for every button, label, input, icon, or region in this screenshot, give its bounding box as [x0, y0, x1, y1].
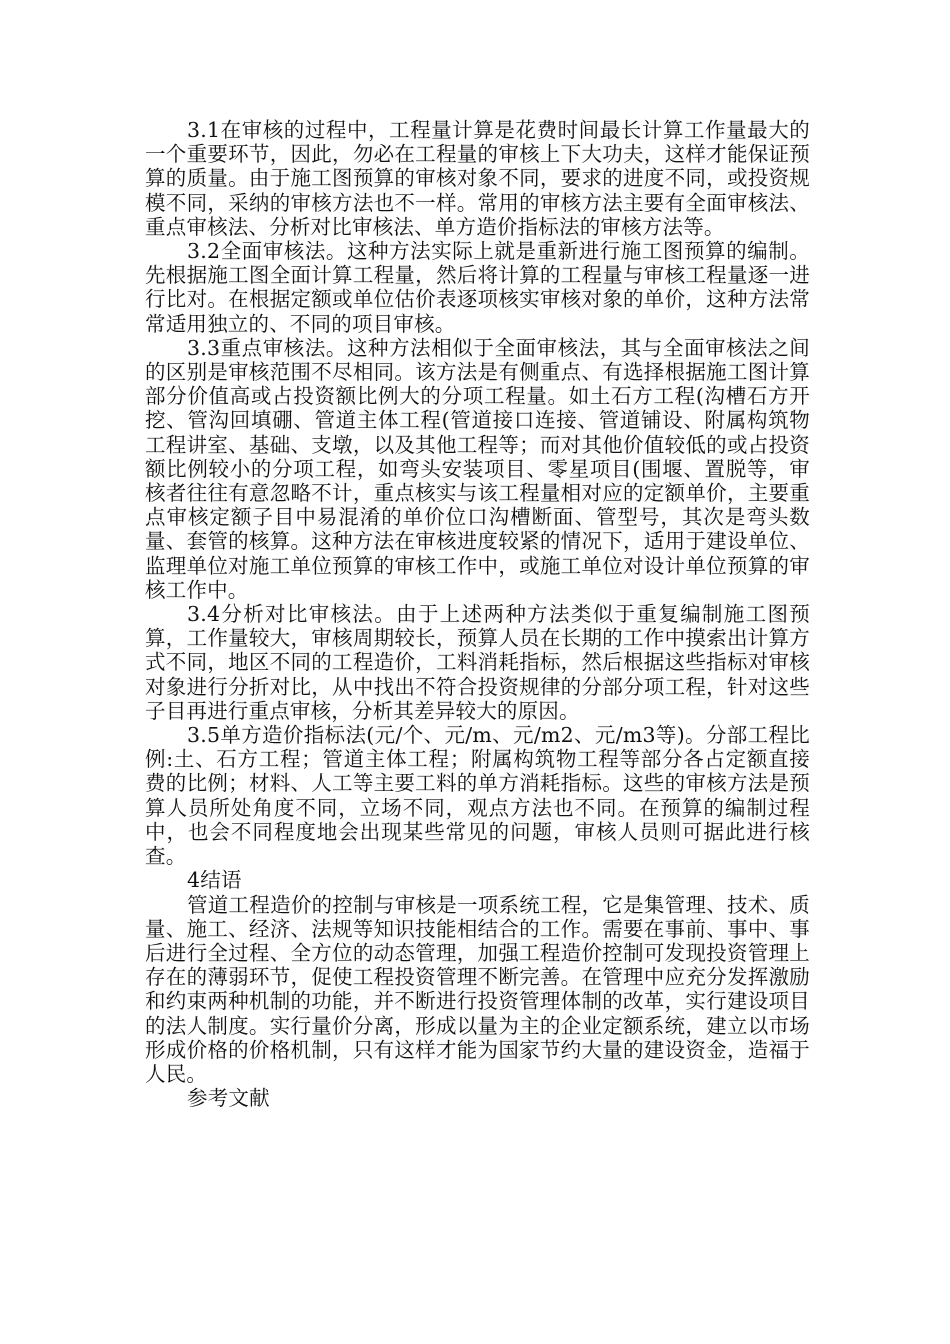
paragraph-3-3: 3.3重点审核法。这种方法相似于全面审核法，其与全面审核法之间的区别是审核范围不尽相同。该方法是有侧重点、有选择根据施工图计算部分价值高或占投资额比例大的分项工程量。如土石方工程(沟槽石方开挖、管沟回填硼、管道主体工程(管道接口连接、管道铺设、附属构筑物工程讲室、基础、支墩，以及其他工程等；而对其他价值较低的或占投资额比例较小的分项工程，如弯头安装项目、零星项目(围堰、置脱等，审核者往往有意忽略不计，重点核实与该工程量相对应的定额单价，主要重点审核定额子目中易混淆的单价位口沟槽断面、管型号，其次是弯头数量、套管的核算。这种方法在审核进度较紧的情况下，适用于建设单位、监理单位对施工单位预算的审核工作中，或施工单位对设计单位预算的审核工作中。 — [145, 335, 810, 602]
document-body — [145, 118, 810, 1110]
paragraph-3-4: 3.4分析对比审核法。由于上述两种方法类似于重复编制施工图预算，工作量较大，审核周期较长，预算人员在长期的工作中摸索出计算方式不同，地区不同的工程造价，工料消耗指标，然后根据这些指标对审核对象进行分折对比，从中找出不符合投资规律的分部分项工程，针对这些子目再进行重点审核，分析其差异较大的原因。 — [145, 602, 810, 723]
paragraph-3-2: 3.2全面审核法。这种方法实际上就是重新进行施工图预算的编制。先根据施工图全面计算工程量，然后将计算的工程量与审核工程量逐一进行比对。在根据定额或单位估价表逐项核实审核对象的单价，这种方法常常适用独立的、不同的项目审核。 — [145, 239, 810, 336]
section-heading-references: 参考文献 — [187, 1086, 270, 1111]
paragraph-3-1: 3.1在审核的过程中，工程量计算是花费时间最长计算工作量最大的一个重要环节，因此，勿必在工程量的审核上下大功夫，这样才能保证预算的质量。由于施工图预算的审核对象不同，要求的进度不同，或投资规模不同，采纳的审核方法也不一样。常用的审核方法主要有全面审核法、重点审核法、分析对比审核法、单方造价指标法的审核方法等。 — [145, 118, 810, 239]
paragraph-conclusion: 管道工程造价的控制与审核是一项系统工程，它是集管理、技术、质量、施工、经济、法规等知识技能相结合的工作。需要在事前、事中、事后进行全过程、全方位的动态管理，加强工程造价控制可发现投资管理上存在的薄弱环节，促使工程投资管理不断完善。在管理中应充分发挥激励和约束两种机制的功能，并不断进行投资管理体制的改革，实行建设项目的法人制度。实行量价分离，形成以量为主的企业定额系统，建立以市场形成价格的价格机制，只有这样才能为国家节约大量的建设资金，造福于人民。 — [145, 892, 810, 1086]
paragraph-3-5: 3.5单方造价指标法(元/个、元/m、元/m2、元/m3等)。分部工程比例:土、石方工程；管道主体工程；附属构筑物工程等部分各占定额直接费的比例；材料、人工等主要工料的单方消耗指标。这些的审核方法是预算人员所处角度不同，立场不同，观点方法也不同。在预算的编制过程中，也会不同程度地会出现某些常见的问题，审核人员则可据此进行核查。 — [145, 723, 810, 869]
section-heading-conclusion: 4结语 — [187, 868, 242, 893]
